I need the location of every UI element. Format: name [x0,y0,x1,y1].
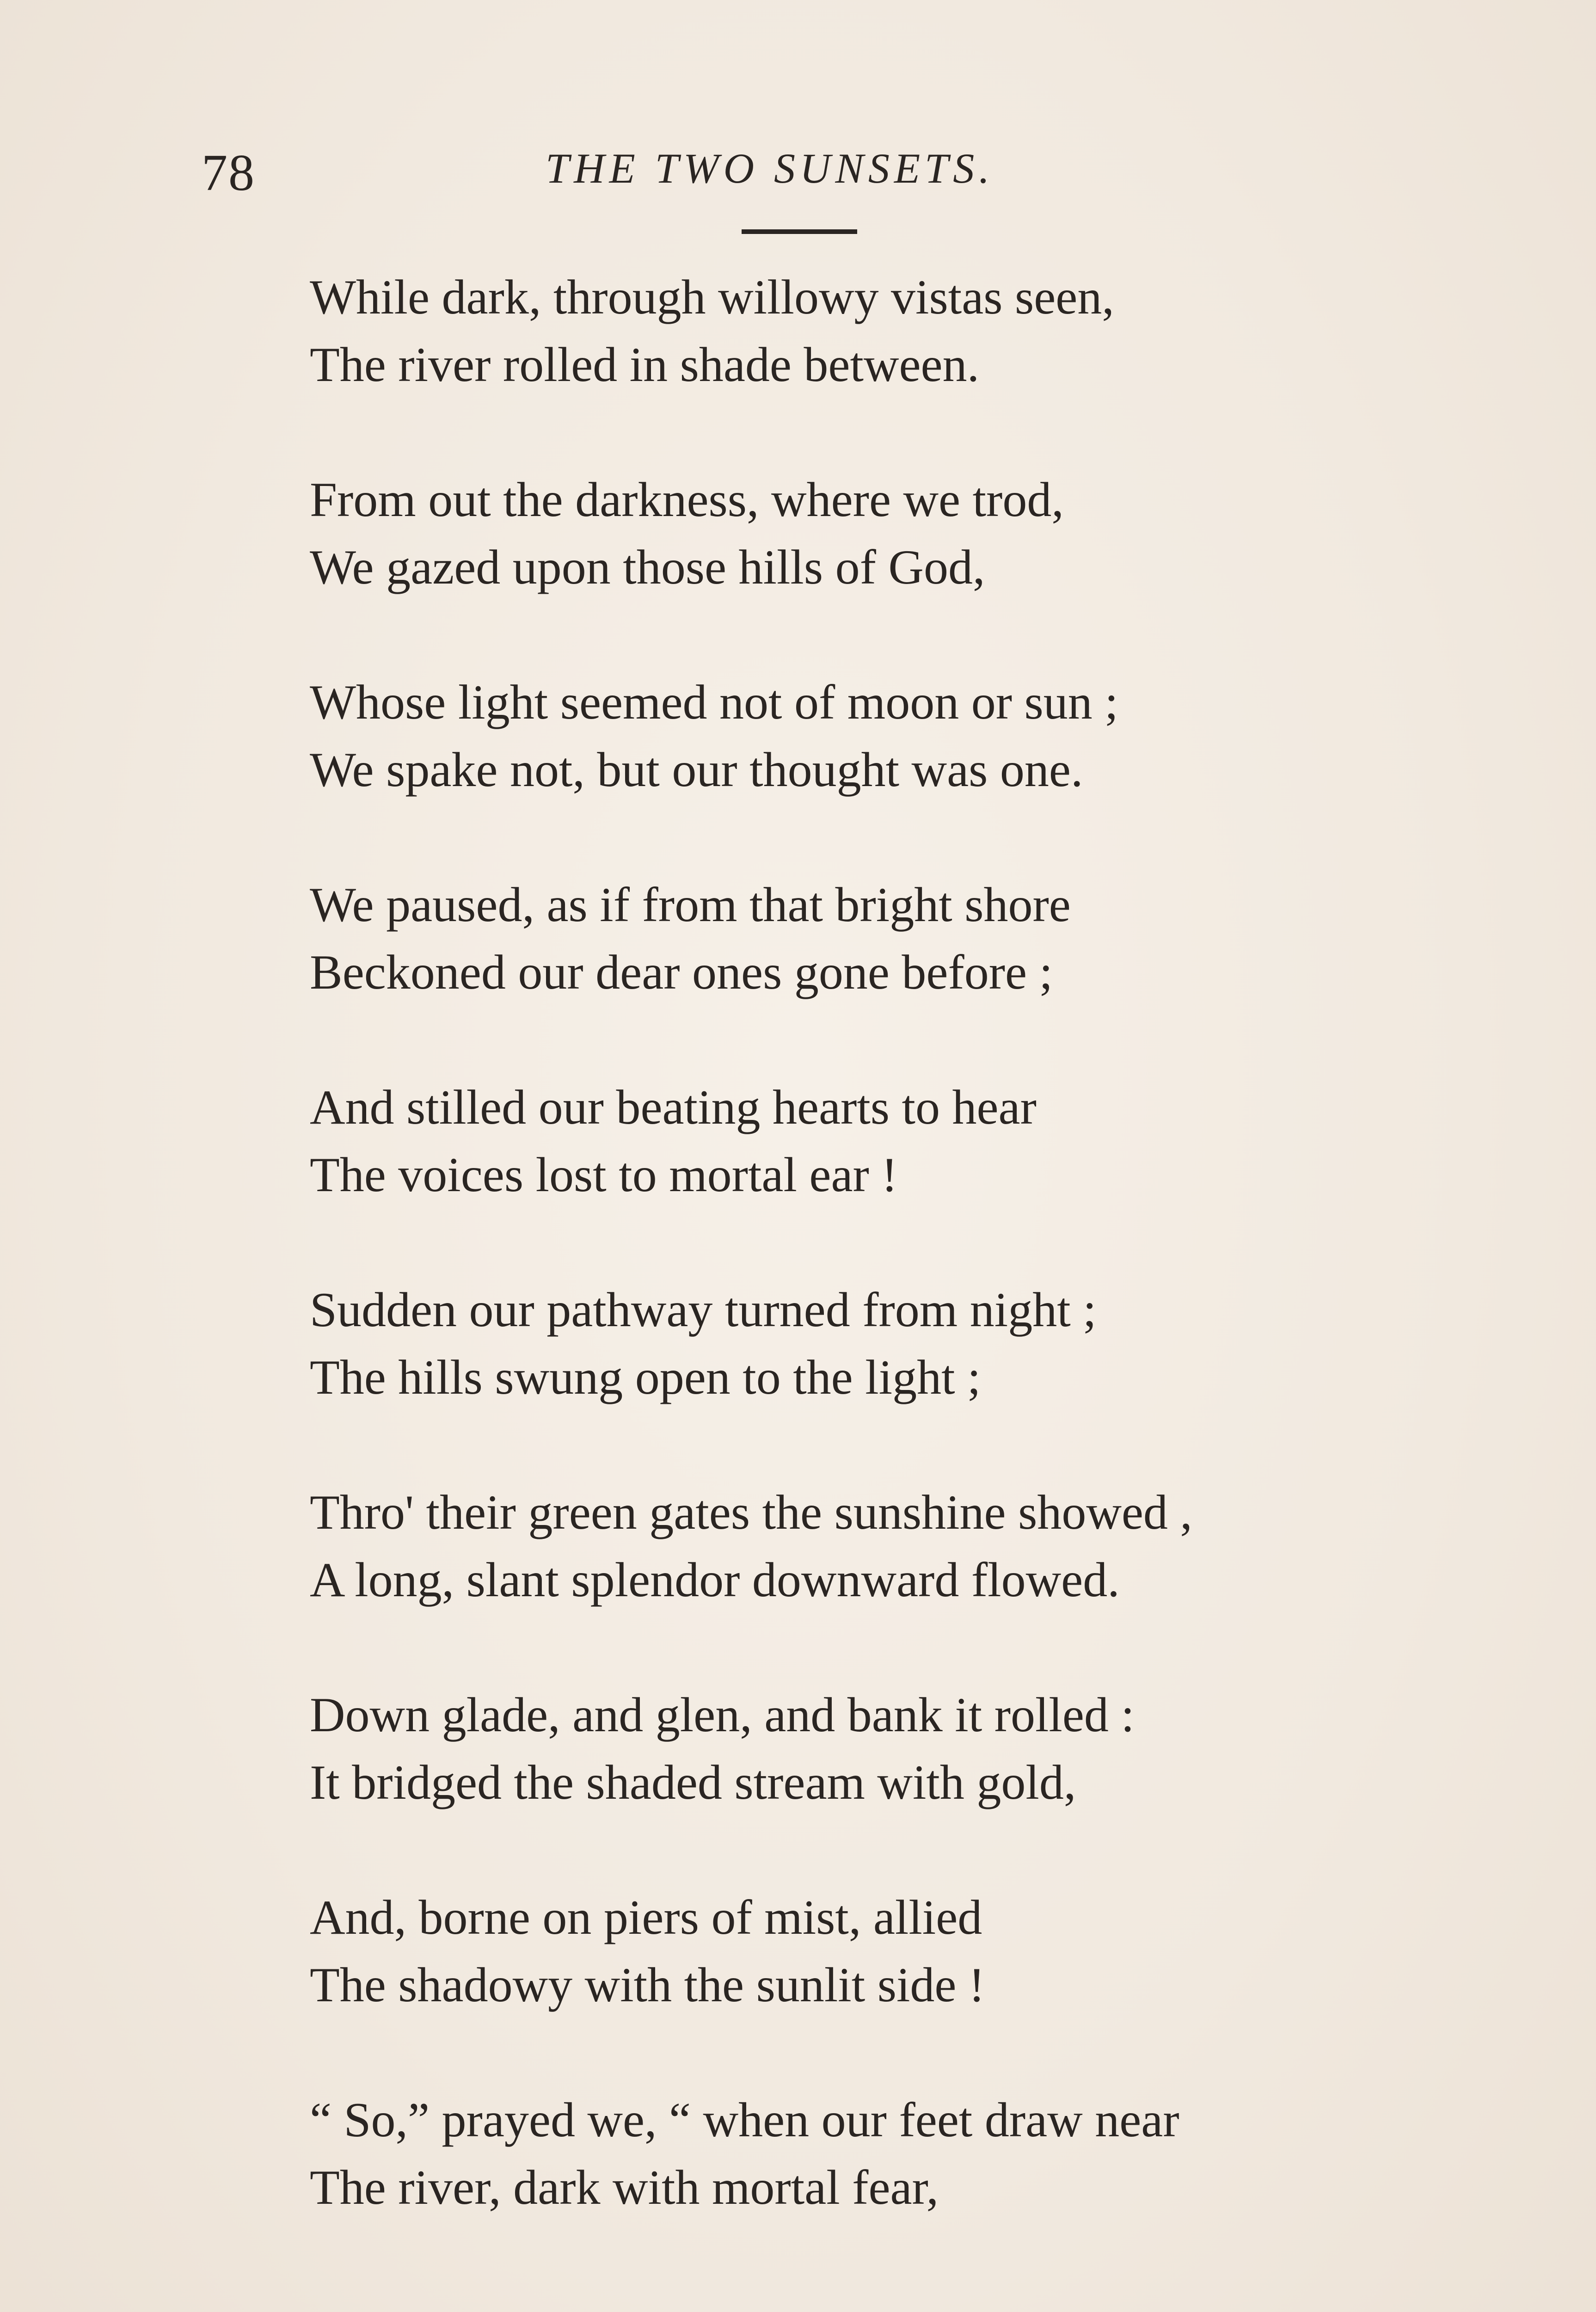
poem-line: “ So,” prayed we, “ when our feet draw near [310,2093,1179,2147]
poem-line: The hills swung open to the light ; [310,1350,981,1404]
stanza [310,466,1419,601]
stanza [310,1884,1419,2019]
page-number: 78 [202,144,255,202]
poem-line: And stilled our beating hearts to hear [310,1080,1037,1134]
stanza [310,1681,1419,1816]
stanza [310,669,1419,804]
poem-line: And, borne on piers of mist, allied [310,1890,982,1944]
poem-line: The shadowy with the sunlit side ! [310,1958,985,2012]
poem-line: Down glade, and glen, and bank it rolled : [310,1688,1135,1742]
poem-line: We spake not, but our thought was one. [310,743,1083,797]
poem-line: We gazed upon those hills of God, [310,540,985,594]
running-head: THE TWO SUNSETS. [546,145,994,192]
stanza [310,264,1419,399]
poem-line: Sudden our pathway turned from night ; [310,1283,1097,1337]
poem-line: Thro' their green gates the sunshine showed , [310,1485,1192,1539]
stanza [310,1074,1419,1209]
poem-line: The river rolled in shade between. [310,338,980,392]
header-rule [742,229,857,234]
poem-line: The river, dark with mortal fear, [310,2160,939,2214]
poem-line: From out the darkness, where we trod, [310,473,1064,527]
stanza [310,2086,1419,2221]
poem-line: A long, slant splendor downward flowed. [310,1553,1120,1607]
poem-line: Whose light seemed not of moon or sun ; [310,675,1118,729]
poem-line: Beckoned our dear ones gone before ; [310,945,1053,999]
poem-line: It bridged the shaded stream with gold, [310,1755,1076,1809]
poem-line: While dark, through willowy vistas seen, [310,270,1114,324]
stanza [310,1276,1419,1411]
stanza [310,871,1419,1006]
poem-body [310,264,1419,2221]
poem-line: The voices lost to mortal ear ! [310,1148,898,1202]
stanza [310,1479,1419,1614]
poem-line: We paused, as if from that bright shore [310,878,1071,932]
